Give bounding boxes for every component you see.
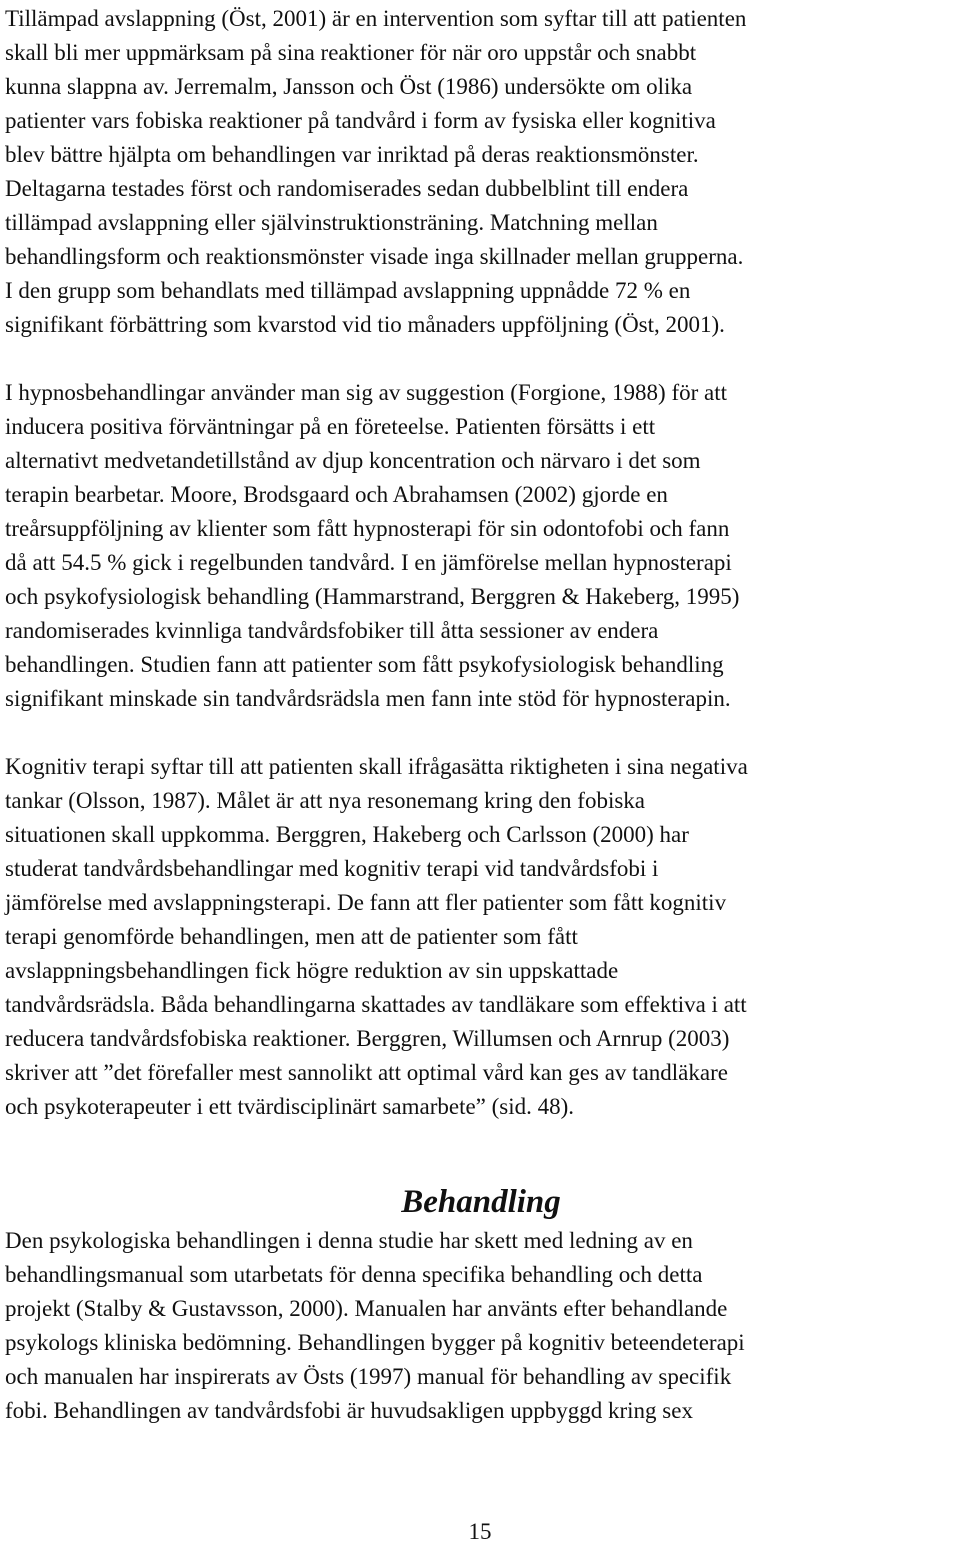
paragraph-applied-relaxation: Tillämpad avslappning (Öst, 2001) är en intervention som syftar till att patienten skall bli mer uppmärksam på sina reaktioner för när oro uppstår och snabbt kunna slappna av. Jerremalm, Jansson och Öst (1986) undersökte om olika patienter vars fobiska reaktioner på tandvård i form av fysiska eller kognitiva blev bättre hjälpta om behandlingen var inriktad på deras reaktionsmönster. Deltagarna testades först och randomiserades sedan dubbelblint till endera tillämpad avslappning eller självinstruktionsträning. Matchning mellan behandlingsform och reaktionsmönster visade inga skillnader mellan grupperna. I den grupp som behandlats med tillämpad avslappning uppnådde 72 % en signifikant förbättring som kvarstod vid tio månaders uppföljning (Öst, 2001). [5,6,747,337]
page-number: 15 [468,1519,492,1544]
paragraph-hypnosis: I hypnosbehandlingar använder man sig av suggestion (Forgione, 1988) för att inducera positiva förväntningar på en företeelse. Patienten försätts i ett alternativt medvetandetillstånd av djup koncentration och närvaro i det som terapin bearbetar. Moore, Brodsgaard och Abrahamsen (2002) gjorde en treårsuppföljning av klienter som fått hypnosterapi för sin odontofobi och fann då att 54.5 % gick i regelbunden tandvård. I en jämförelse mellan hypnosterapi och psykofysiologisk behandling (Hammarstrand, Berggren & Hakeberg, 1995) randomiserades kvinnliga tandvårdsfobiker till åtta sessioner av endera behandlingen. Studien fann att patienter som fått psykofysiologisk behandling signifikant minskade sin tandvårdsrädsla men fann inte stöd för hypnosterapin. [5,380,740,711]
paragraph-cognitive-therapy: Kognitiv terapi syftar till att patienten skall ifrågasätta riktigheten i sina negativa tankar (Olsson, 1987). Målet är att nya resonemang kring den fobiska situationen skall uppkomma. Berggren, Hakeberg och Carlsson (2000) har studerat tandvårdsbehandlingar med kognitiv terapi vid tandvårdsfobi i jämförelse med avslappningsterapi. De fann att fler patienter som fått kognitiv terapi genomförde behandlingen, men att de patienter som fått avslappningsbehandlingen fick högre reduktion av sin uppskattade tandvårdsrädsla. Båda behandlingarna skattades av tandläkare som effektiva i att reducera tandvårdsfobiska reaktioner. Berggren, Willumsen och Arnrup (2003) skriver att ”det förefaller mest sannolikt att optimal vård kan ges av tandläkare och psykoterapeuter i ett tvärdisciplinärt samarbete” (sid. 48). [5,754,748,1119]
paragraph-treatment: Den psykologiska behandlingen i denna studie har skett med ledning av en behandlingsmanual som utarbetats för denna specifika behandling och detta projekt (Stalby & Gustavsson, 2000). Manualen har använts efter behandlande psykologs kliniska bedömning. Behandlingen bygger på kognitiv beteendeterapi och manualen har inspirerats av Östs (1997) manual för behandling av specifik fobi. Behandlingen av tandvårdsfobi är huvudsakligen uppbyggd kring sex [5,1228,745,1423]
section-heading: Behandling [401,1184,561,1220]
document-page [5,0,957,1428]
